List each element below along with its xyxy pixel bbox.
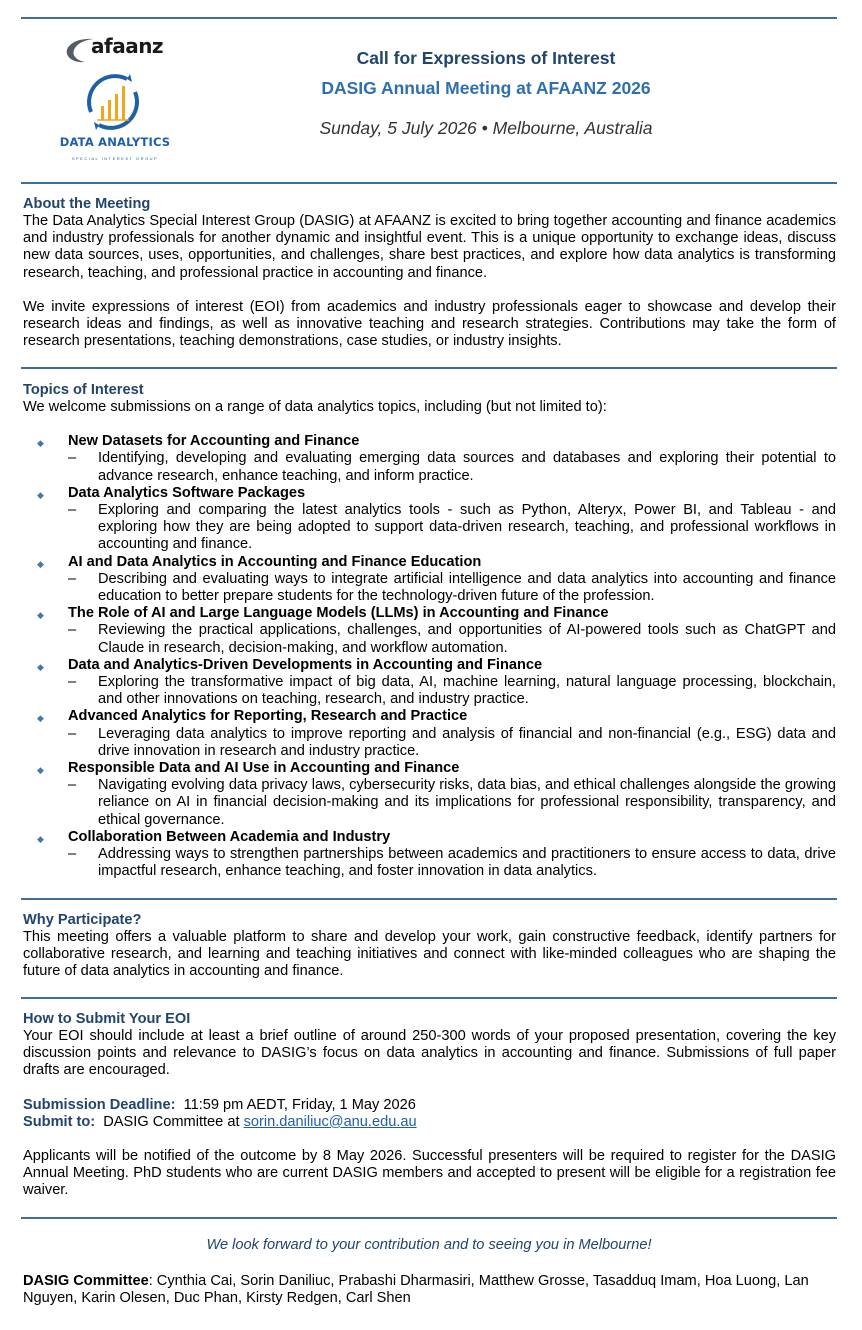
topics-section [23,382,836,880]
deadline-line [23,1097,836,1114]
topic-description: – Exploring and comparing the latest analytics tools - such as Python, Alteryx, Power BI, and Tableau - and exploring how they are being adopted to support data-driven research, teaching, and professional workflows in accounting and finance. [68,502,836,553]
about-section [23,196,836,350]
topic-title: Collaboration Between Academia and Industry [68,828,391,845]
topic-title: New Datasets for Accounting and Finance [68,433,360,450]
topic-description: – Exploring the transformative impact of big data, AI, machine learning, natural language processing, blockchain, and other innovations on teaching, research, and industry practice. [68,674,836,708]
data-analytics-chart-icon [83,72,143,132]
divider-header [21,182,837,184]
submit-heading: How to Submit Your EOI [23,1011,191,1027]
submit-to-line [23,1114,836,1131]
email-link[interactable]: sorin.daniliuc@anu.edu.au [243,1113,417,1130]
list-item [23,829,836,881]
event-date-location: Sunday, 5 July 2026 • Melbourne, Australia [319,118,653,138]
committee-members: : Cynthia Cai, Sorin Daniliuc, Prabashi Dharmasiri, Matthew Grosse, Tasadduq Imam, Hoa Luong, Lan Nguyen, Karin Olesen, Duc Phan, Kirsty Redgen, Carl Shen [23,1273,809,1307]
diamond-bullet-icon: ◆ [37,661,44,672]
committee-section [23,1273,836,1307]
dash-icon: – [68,777,77,794]
data-analytics-subtitle: SPECIAL INTEREST GROUP [71,156,159,161]
page-title: Call for Expressions of Interest [356,48,616,68]
divider-why [21,997,837,999]
topics-heading: Topics of Interest [23,382,144,398]
about-paragraph-2: We invite expressions of interest (EOI) from academics and industry professionals eager to showcase and develop their research ideas and findings, as well as innovative teaching and research strategies. Contributions may take the form of research presentations, teaching demonstrations, case studies, or industry insights. [23,298,836,350]
logo-block [55,36,185,166]
topic-title: AI and Data Analytics in Accounting and Finance Education [68,553,482,570]
data-analytics-wordmark: DATA ANALYTICS [59,135,171,149]
topic-title: The Role of AI and Large Language Models (LLMs) in Accounting and Finance [68,605,609,622]
divider-about [21,367,837,369]
topic-description: – Leveraging data analytics to improve reporting and analysis of financial and non-financial (e.g., ESG) data and drive innovation in research and industry practice. [68,725,836,759]
divider-submit [21,1217,837,1219]
afaanz-logo [63,36,173,66]
dash-icon: – [68,502,77,519]
afaanz-wordmark: afaanz [91,34,164,58]
list-item [23,760,836,829]
closing-message: We look forward to your contribution and to seeing you in Melbourne! [206,1237,652,1253]
why-section [23,912,836,981]
why-heading: Why Participate? [23,912,142,928]
topic-title: Responsible Data and AI Use in Accounting and Finance [68,760,460,777]
dash-icon: – [68,846,77,863]
list-item [23,485,836,554]
deadline-value: 11:59 pm AEDT, Friday, 1 May 2026 [183,1096,416,1113]
topic-description: – Reviewing the practical applications, challenges, and opportunities of AI-powered tools such as ChatGPT and Claude in research, decision-making, and workflow automation. [68,622,836,656]
diamond-bullet-icon: ◆ [37,558,44,569]
diamond-bullet-icon: ◆ [37,765,44,776]
list-item [23,657,836,709]
topic-title: Data Analytics Software Packages [68,484,306,501]
diamond-bullet-icon: ◆ [37,489,44,500]
dash-icon: – [68,725,77,742]
submit-to-value: DASIG Committee at [103,1113,240,1130]
submit-paragraph-1: Your EOI should include at least a brief outline of around 250-300 words of your proposed presentation, covering the key discussion points and relevance to DASIG’s focus on data analytics in accounting and finance. Submissions of full paper drafts are encouraged. [23,1028,836,1079]
list-item [23,433,836,485]
topic-description: – Addressing ways to strengthen partnerships between academics and practitioners to ensure access to data, drive impactful research, enhance teaching, and foster innovation in data analytics. [68,846,836,880]
dash-icon: – [68,570,77,587]
committee-line [23,1273,836,1307]
diamond-bullet-icon: ◆ [37,833,44,844]
list-item [23,554,836,606]
divider-topics [21,898,837,900]
committee-label: DASIG Committee [23,1273,149,1289]
dash-icon: – [68,674,77,691]
submit-paragraph-2: Applicants will be notified of the outcome by 8 May 2026. Successful presenters will be required to register for the DASIG Annual Meeting. PhD students who are current DASIG members and accepted to present will be eligible for a registration fee waiver. [23,1148,836,1199]
divider-top [21,17,837,19]
list-item [23,605,836,657]
topic-title: Advanced Analytics for Reporting, Research and Practice [68,708,468,725]
dash-icon: – [68,622,77,639]
header [21,20,837,182]
topics-intro: We welcome submissions on a range of data analytics topics, including (but not limited to): [23,399,607,415]
diamond-bullet-icon: ◆ [37,610,44,621]
why-paragraph: This meeting offers a valuable platform to share and develop your work, gain constructive feedback, identify partners for collaborative research, and learning and teaching initiatives and connect with like-minded colleagues who are shaping the future of data analytics in accounting and finance. [23,929,836,980]
about-paragraph-1: The Data Analytics Special Interest Group (DASIG) at AFAANZ is excited to bring together accounting and finance academics and industry professionals for another dynamic and insightful event. This is a unique opportunity to exchange ideas, discuss new data sources, uses, opportunities, and challenges, share best practices, and explore how data analytics is transforming research, teaching, and professional practice in accounting and finance. [23,213,836,281]
diamond-bullet-icon: ◆ [37,713,44,724]
topic-description: – Identifying, developing and evaluating emerging data sources and databases and exploring their potential to advance research, enhance teaching, and inform practice. [68,450,836,484]
about-heading: About the Meeting [23,196,151,212]
deadline-label: Submission Deadline: [23,1096,176,1113]
page-subtitle: DASIG Annual Meeting at AFAANZ 2026 [321,78,651,98]
topics-list [23,433,836,880]
submit-to-label: Submit to: [23,1113,96,1130]
topic-title: Data and Analytics-Driven Developments in Accounting and Finance [68,656,543,673]
list-item [23,708,836,760]
topic-description: – Navigating evolving data privacy laws, cybersecurity risks, data bias, and ethical challenges alongside the growing reliance on AI in financial decision-making and its implications for professional responsibility, transparency, and ethical governance. [68,777,836,828]
topic-description: – Describing and evaluating ways to integrate artificial intelligence and data analytics into accounting and finance education to better prepare students for the technology-driven future of the profession. [68,570,836,605]
dash-icon: – [68,450,77,467]
submit-section [23,1011,836,1200]
diamond-bullet-icon: ◆ [37,438,44,449]
title-block [261,46,711,140]
